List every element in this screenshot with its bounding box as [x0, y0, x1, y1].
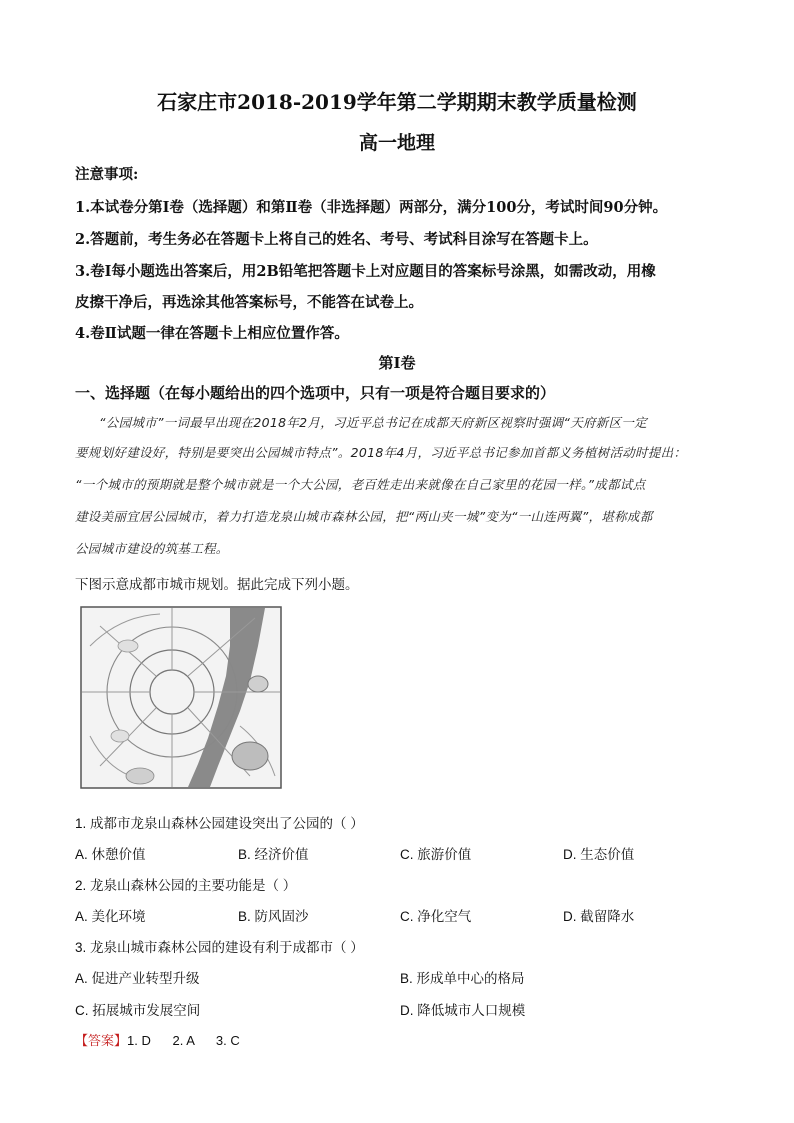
q2-option-b[interactable]: B. 防风固沙	[238, 909, 309, 924]
q3-option-b[interactable]: B. 形成单中心的格局	[400, 971, 525, 986]
passage-line-1: “公园城市”一词最早出现在2018年2月，习近平总书记在成都天府新区视察时强调“天府新区一定	[99, 415, 647, 430]
note-item-3b: 皮擦干净后，再选涂其他答案标号，不能答在试卷上。	[75, 294, 423, 311]
q1-option-c[interactable]: C. 旅游价值	[400, 847, 472, 862]
q1-option-d[interactable]: D. 生态价值	[563, 847, 635, 862]
passage-line-2: 要规划好建设好，特别是要突出公园城市特点”。2018年4月，习近平总书记参加首都义务植树活动时提出：	[75, 445, 687, 460]
q3-option-c[interactable]: C. 拓展城市发展空间	[75, 1003, 201, 1018]
passage-line-4: 建设美丽宜居公园城市，着力打造龙泉山城市森林公园，把“两山夹一城”变为“一山连两翼”，堪称成都	[75, 509, 653, 524]
q2-option-d[interactable]: D. 截留降水	[563, 909, 635, 924]
q2-option-c[interactable]: C. 净化空气	[400, 909, 472, 924]
section-heading: 一、选择题（在每小题给出的四个选项中，只有一项是符合题目要求的）	[75, 384, 556, 402]
q3-option-a[interactable]: A. 促进产业转型升级	[75, 971, 200, 986]
question-2-stem: 2. 龙泉山森林公园的主要功能是（ ）	[75, 878, 297, 893]
page-title: 石家庄市2018-2019学年第二学期期末教学质量检测	[157, 90, 637, 114]
intro-text: 下图示意成都市城市规划。据此完成下列小题。	[75, 577, 359, 592]
answer-values: 1. D 2. A 3. C	[127, 1033, 240, 1048]
q3-option-d[interactable]: D. 降低城市人口规模	[400, 1003, 526, 1018]
volume-label: 第Ⅰ卷	[378, 354, 416, 372]
note-item-4: 4.卷Ⅱ试题一律在答题卡上相应位置作答。	[75, 325, 349, 342]
passage-line-3: “一个城市的预期就是整个城市就是一个大公园，老百姓走出来就像在自己家里的花园一样。”成都试点	[75, 477, 646, 492]
passage-line-5: 公园城市建设的筑基工程。	[75, 541, 229, 556]
notes-heading: 注意事项:	[75, 166, 139, 183]
chengdu-planning-map	[80, 606, 282, 789]
page-subtitle: 高一地理	[358, 132, 435, 154]
question-1-stem: 1. 成都市龙泉山森林公园建设突出了公园的（ ）	[75, 816, 364, 831]
q2-option-a[interactable]: A. 美化环境	[75, 909, 146, 924]
answer-tag: 【答案】	[75, 1033, 128, 1048]
question-3-stem: 3. 龙泉山城市森林公园的建设有利于成都市（ ）	[75, 940, 364, 955]
note-item-2: 2.答题前，考生务必在答题卡上将自己的姓名、考号、考试科目涂写在答题卡上。	[75, 231, 598, 248]
q1-option-b[interactable]: B. 经济价值	[238, 847, 309, 862]
note-item-3a: 3.卷Ⅰ每小题选出答案后，用2B铅笔把答题卡上对应题目的答案标号涂黑，如需改动，用橡	[75, 263, 656, 280]
answer-line	[75, 1030, 240, 1049]
q1-option-a[interactable]: A. 休憩价值	[75, 847, 146, 862]
note-item-1: 1.本试卷分第Ⅰ卷（选择题）和第Ⅱ卷（非选择题）两部分，满分100分，考试时间90分钟。	[75, 199, 668, 216]
